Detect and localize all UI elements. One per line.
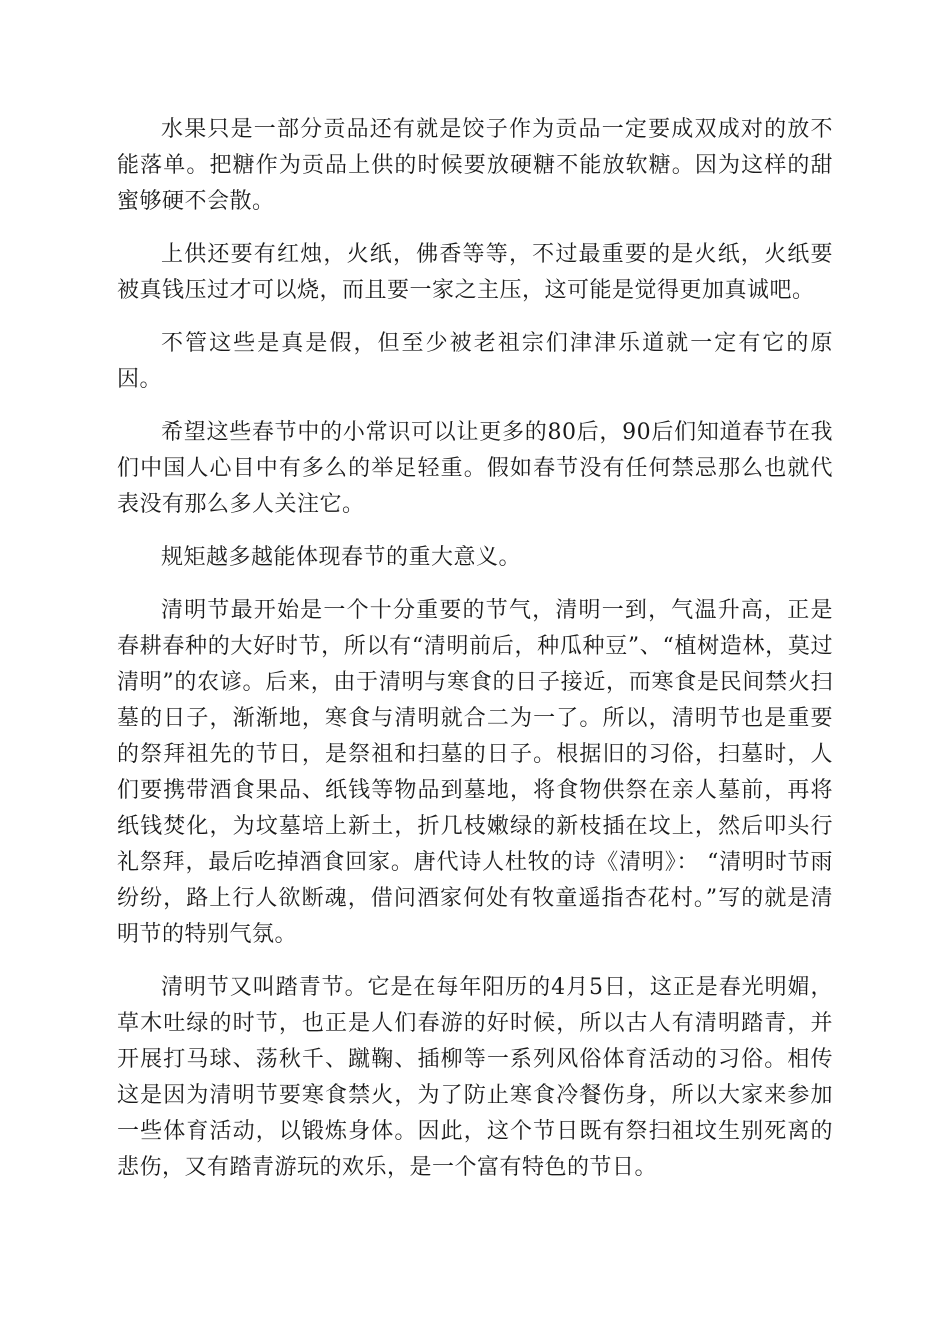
paragraph: 清明节最开始是一个十分重要的节气，清明一到，气温升高，正是春耕春种的大好时节，所以有“清明前后，种瓜种豆”、“植树造林，莫过清明”的农谚。后来，由于清明与寒食的日子接近，而寒食是民间禁火扫墓的日子，渐渐地，寒食与清明就合二为一了。所以，清明节也是重要的祭拜祖先的节日，是祭祖和扫墓的日子。根据旧的习俗，扫墓时，人们要携带酒食果品、纸钱等物品到墓地，将食物供祭在亲人墓前，再将纸钱焚化，为坟墓培上新土，折几枝嫩绿的新枝插在坟上，然后叩头行礼祭拜，最后吃掉酒食回家。唐代诗人杜牧的诗《清明》： “清明时节雨纷纷，路上行人欲断魂，借问酒家何处有牧童遥指杏花村。”写的就是清明节的特别气氛。 [117,598,833,947]
paragraph: 希望这些春节中的小常识可以让更多的80后，90后们知道春节在我们中国人心目中有多么的举足轻重。假如春节没有任何禁忌那么也就代表没有那么多人关注它。 [117,420,833,517]
paragraph: 不管这些是真是假，但至少被老祖宗们津津乐道就一定有它的原因。 [117,331,833,392]
paragraph: 上供还要有红烛，火纸，佛香等等，不过最重要的是火纸，火纸要被真钱压过才可以烧，而且要一家之主压，这可能是觉得更加真诚吧。 [117,242,833,303]
paragraph: 水果只是一部分贡品还有就是饺子作为贡品一定要成双成对的放不能落单。把糖作为贡品上供的时候要放硬糖不能放软糖。因为这样的甜蜜够硬不会散。 [117,117,833,214]
paragraph: 清明节又叫踏青节。它是在每年阳历的4月5日，这正是春光明媚，草木吐绿的时节，也正是人们春游的好时候，所以古人有清明踏青，并开展打马球、荡秋千、蹴鞠、插柳等一系列风俗体育活动的习俗。相传这是因为清明节要寒食禁火，为了防止寒食冷餐伤身，所以大家来参加一些体育活动，以锻炼身体。因此，这个节日既有祭扫祖坟生别死离的悲伤，又有踏青游玩的欢乐，是一个富有特色的节日。 [117,975,833,1180]
paragraph: 规矩越多越能体现春节的重大意义。 [161,545,522,570]
document-body [117,112,833,1203]
